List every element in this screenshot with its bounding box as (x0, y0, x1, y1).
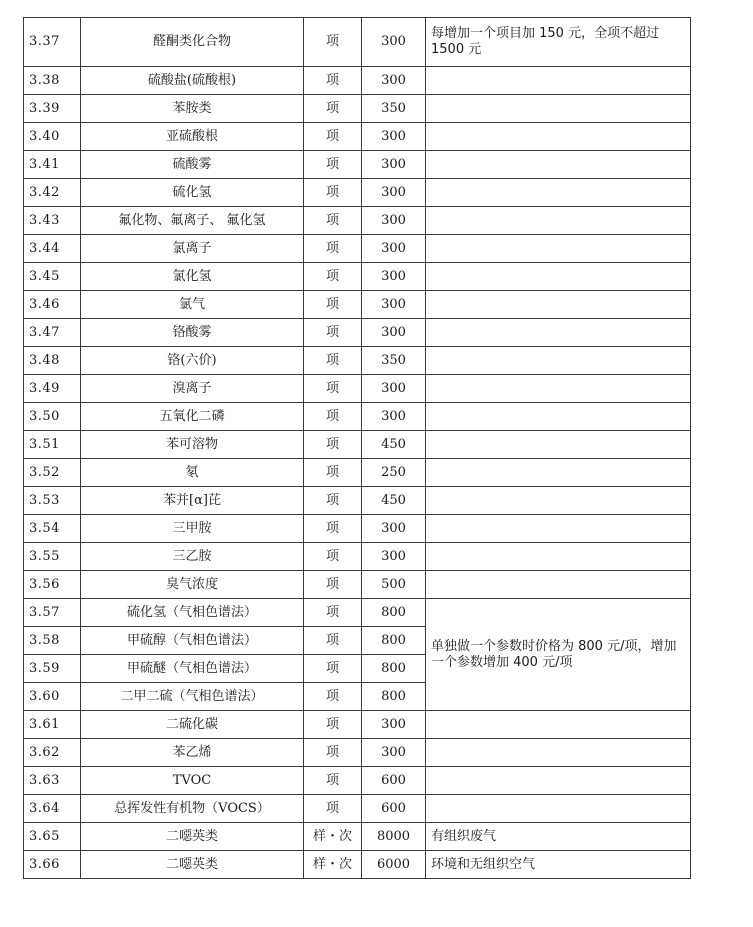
item-name: 苯乙烯 (81, 739, 304, 767)
item-note (426, 263, 691, 291)
item-number: 3.65 (24, 823, 81, 851)
item-number: 3.39 (24, 95, 81, 123)
item-name: 硫酸盐(硫酸根) (81, 67, 304, 95)
item-price: 300 (362, 207, 426, 235)
item-name: 二噁英类 (81, 823, 304, 851)
item-name: 臭气浓度 (81, 571, 304, 599)
item-name: 氯离子 (81, 235, 304, 263)
item-unit: 项 (304, 459, 362, 487)
item-number: 3.43 (24, 207, 81, 235)
table-row (24, 403, 691, 431)
item-unit: 项 (304, 403, 362, 431)
item-note (426, 151, 691, 179)
item-price: 450 (362, 431, 426, 459)
item-price: 300 (362, 67, 426, 95)
item-price: 800 (362, 627, 426, 655)
table-row (24, 291, 691, 319)
item-note (426, 291, 691, 319)
item-name: 铬酸雾 (81, 319, 304, 347)
table-row (24, 375, 691, 403)
item-name: 苯可溶物 (81, 431, 304, 459)
item-unit: 项 (304, 95, 362, 123)
item-name: 二噁英类 (81, 851, 304, 879)
item-unit: 项 (304, 263, 362, 291)
item-unit: 项 (304, 18, 362, 67)
item-unit: 项 (304, 319, 362, 347)
item-price: 300 (362, 263, 426, 291)
item-unit: 项 (304, 291, 362, 319)
item-number: 3.59 (24, 655, 81, 683)
item-number: 3.51 (24, 431, 81, 459)
item-note (426, 571, 691, 599)
item-name: 三乙胺 (81, 543, 304, 571)
item-price: 800 (362, 683, 426, 711)
item-unit: 项 (304, 711, 362, 739)
item-unit: 项 (304, 347, 362, 375)
price-table-body (24, 18, 691, 879)
table-row (24, 347, 691, 375)
item-note (426, 711, 691, 739)
table-row (24, 459, 691, 487)
item-number: 3.57 (24, 599, 81, 627)
item-note (426, 795, 691, 823)
item-note (426, 67, 691, 95)
table-row (24, 487, 691, 515)
item-unit: 项 (304, 627, 362, 655)
item-number: 3.48 (24, 347, 81, 375)
item-unit: 项 (304, 739, 362, 767)
item-number: 3.50 (24, 403, 81, 431)
item-price: 300 (362, 151, 426, 179)
item-price: 600 (362, 767, 426, 795)
table-row (24, 207, 691, 235)
table-row (24, 515, 691, 543)
table-row (24, 851, 691, 879)
item-name: 硫化氢 (81, 179, 304, 207)
item-number: 3.49 (24, 375, 81, 403)
item-unit: 项 (304, 487, 362, 515)
item-name: 亚硫酸根 (81, 123, 304, 151)
item-note (426, 179, 691, 207)
item-number: 3.58 (24, 627, 81, 655)
item-number: 3.42 (24, 179, 81, 207)
table-row (24, 767, 691, 795)
item-note (426, 487, 691, 515)
item-number: 3.53 (24, 487, 81, 515)
item-price: 300 (362, 18, 426, 67)
table-row (24, 235, 691, 263)
item-number: 3.55 (24, 543, 81, 571)
table-row (24, 179, 691, 207)
item-name: 二硫化碳 (81, 711, 304, 739)
item-note (426, 123, 691, 151)
item-price: 350 (362, 347, 426, 375)
item-note (426, 739, 691, 767)
item-unit: 项 (304, 431, 362, 459)
item-name: 氟化物、氟离子、 氟化氢 (81, 207, 304, 235)
item-unit: 项 (304, 235, 362, 263)
table-row (24, 571, 691, 599)
item-number: 3.56 (24, 571, 81, 599)
table-row (24, 739, 691, 767)
item-unit: 项 (304, 67, 362, 95)
item-price: 6000 (362, 851, 426, 879)
item-unit: 项 (304, 515, 362, 543)
item-note (426, 459, 691, 487)
item-unit: 项 (304, 207, 362, 235)
item-unit: 项 (304, 375, 362, 403)
item-price: 300 (362, 711, 426, 739)
item-number: 3.40 (24, 123, 81, 151)
item-unit: 项 (304, 655, 362, 683)
table-row (24, 151, 691, 179)
table-row (24, 795, 691, 823)
item-note-merged: 单独做一个参数时价格为 800 元/项，增加一个参数增加 400 元/项 (426, 599, 691, 711)
table-row (24, 823, 691, 851)
item-price: 300 (362, 319, 426, 347)
table-row (24, 711, 691, 739)
item-name: 氯气 (81, 291, 304, 319)
item-note (426, 543, 691, 571)
item-unit: 项 (304, 123, 362, 151)
item-name: 二甲二硫（气相色谱法） (81, 683, 304, 711)
item-price: 300 (362, 543, 426, 571)
table-row (24, 123, 691, 151)
item-price: 350 (362, 95, 426, 123)
item-unit: 项 (304, 151, 362, 179)
item-price: 250 (362, 459, 426, 487)
item-number: 3.52 (24, 459, 81, 487)
table-row (24, 263, 691, 291)
item-name: 氡 (81, 459, 304, 487)
item-unit: 项 (304, 179, 362, 207)
item-price: 300 (362, 739, 426, 767)
table-row (24, 18, 691, 67)
table-row (24, 543, 691, 571)
item-price: 800 (362, 599, 426, 627)
table-row (24, 67, 691, 95)
item-name: 苯胺类 (81, 95, 304, 123)
item-name: 甲硫醇（气相色谱法） (81, 627, 304, 655)
item-note: 有组织废气 (426, 823, 691, 851)
item-unit: 样・次 (304, 851, 362, 879)
item-price: 300 (362, 291, 426, 319)
item-note (426, 319, 691, 347)
item-price: 8000 (362, 823, 426, 851)
item-number: 3.62 (24, 739, 81, 767)
item-number: 3.66 (24, 851, 81, 879)
item-unit: 项 (304, 599, 362, 627)
item-number: 3.44 (24, 235, 81, 263)
item-name: 硫酸雾 (81, 151, 304, 179)
item-number: 3.60 (24, 683, 81, 711)
item-price: 600 (362, 795, 426, 823)
price-table (23, 17, 691, 879)
item-name: 溴离子 (81, 375, 304, 403)
item-note: 环境和无组织空气 (426, 851, 691, 879)
item-note (426, 431, 691, 459)
item-note (426, 403, 691, 431)
item-price: 500 (362, 571, 426, 599)
item-name: 三甲胺 (81, 515, 304, 543)
item-note (426, 95, 691, 123)
item-unit: 项 (304, 683, 362, 711)
item-price: 300 (362, 515, 426, 543)
item-number: 3.46 (24, 291, 81, 319)
item-unit: 项 (304, 571, 362, 599)
table-row (24, 319, 691, 347)
item-price: 300 (362, 235, 426, 263)
item-name: 硫化氢（气相色谱法） (81, 599, 304, 627)
item-unit: 项 (304, 795, 362, 823)
item-price: 450 (362, 487, 426, 515)
item-number: 3.37 (24, 18, 81, 67)
table-row (24, 599, 691, 627)
item-number: 3.45 (24, 263, 81, 291)
item-note (426, 235, 691, 263)
item-unit: 项 (304, 767, 362, 795)
item-name: 五氧化二磷 (81, 403, 304, 431)
item-name: 铬(六价) (81, 347, 304, 375)
item-price: 300 (362, 403, 426, 431)
item-note: 每增加一个项目加 150 元，全项不超过 1500 元 (426, 18, 691, 67)
item-unit: 项 (304, 543, 362, 571)
item-number: 3.63 (24, 767, 81, 795)
item-name: 苯并[α]芘 (81, 487, 304, 515)
item-number: 3.38 (24, 67, 81, 95)
item-note (426, 515, 691, 543)
item-unit: 样・次 (304, 823, 362, 851)
item-note (426, 207, 691, 235)
item-number: 3.47 (24, 319, 81, 347)
table-row (24, 431, 691, 459)
item-number: 3.41 (24, 151, 81, 179)
item-number: 3.61 (24, 711, 81, 739)
item-note (426, 375, 691, 403)
item-note (426, 347, 691, 375)
item-number: 3.54 (24, 515, 81, 543)
item-price: 800 (362, 655, 426, 683)
item-note (426, 767, 691, 795)
item-name: TVOC (81, 767, 304, 795)
item-name: 总挥发性有机物（VOCS） (81, 795, 304, 823)
item-number: 3.64 (24, 795, 81, 823)
item-name: 醛酮类化合物 (81, 18, 304, 67)
item-price: 300 (362, 123, 426, 151)
item-name: 甲硫醚（气相色谱法） (81, 655, 304, 683)
item-price: 300 (362, 179, 426, 207)
item-price: 300 (362, 375, 426, 403)
table-row (24, 95, 691, 123)
item-name: 氯化氢 (81, 263, 304, 291)
